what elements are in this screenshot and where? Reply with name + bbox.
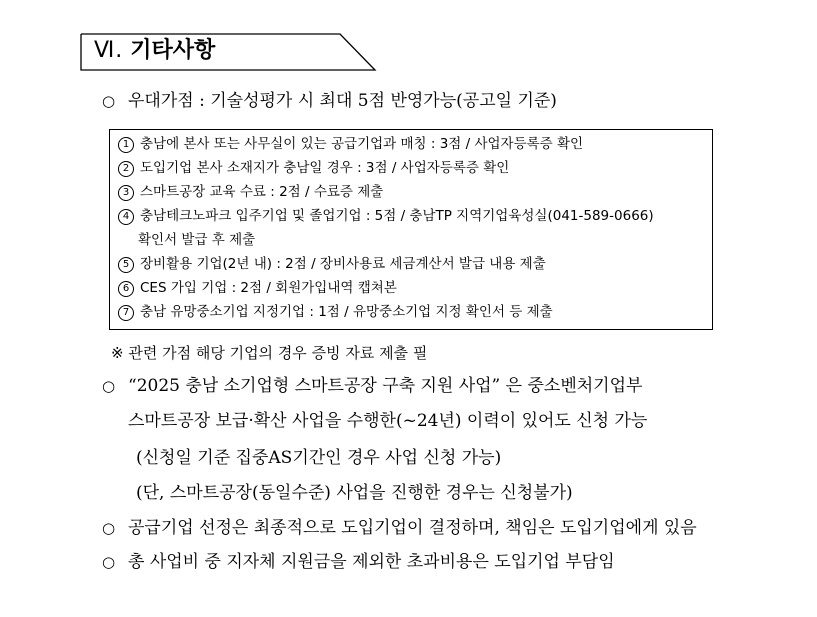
criteria-text: 충남에 본사 또는 사무실이 있는 공급기업과 매칭 : 3점 / 사업자등록증 확인 — [140, 136, 584, 152]
criteria-text: 스마트공장 교육 수료 : 2점 / 수료증 제출 — [140, 184, 384, 200]
bullet-text: 총 사업비 중 지자체 지원금을 제외한 초과비용은 도입기업 부담임 — [128, 552, 615, 572]
criteria-text: 도입기업 본사 소재지가 충남일 경우 : 3점 / 사업자등록증 확인 — [140, 160, 510, 176]
bullet-mark: ○ — [102, 553, 116, 571]
section-title — [94, 36, 215, 66]
circled-number: 1 — [118, 137, 134, 153]
criteria-text: 충남 유망중소기업 지정기업 : 1점 / 유망중소기업 지정 확인서 등 제출 — [140, 304, 553, 320]
circled-number: 5 — [118, 257, 134, 273]
bullet-mark: ○ — [102, 377, 116, 395]
section-numeral: Ⅵ. — [94, 38, 124, 63]
bullet-text-line: 스마트공장 보급·확산 사업을 수행한(~24년) 이력이 있어도 신청 가능 — [128, 411, 648, 431]
circled-number: 3 — [118, 185, 134, 201]
bonus-criteria-box — [109, 129, 713, 330]
bullet-text-line: (신청일 기준 집중AS기간인 경우 사업 신청 가능) — [136, 448, 502, 468]
bonus-points-line — [102, 89, 557, 113]
criteria-item — [118, 278, 397, 298]
bullet-text-line: (단, 스마트공장(동일수준) 사업을 진행한 경우는 신청불가) — [136, 483, 573, 503]
circled-number: 7 — [118, 305, 134, 321]
criteria-text: 장비활용 기업(2년 내) : 2점 / 장비사용료 세금계산서 발급 내용 제출 — [140, 256, 546, 272]
criteria-item — [118, 254, 546, 274]
circled-number: 4 — [118, 209, 134, 225]
criteria-item — [118, 182, 383, 202]
bullet-item — [102, 516, 697, 540]
bullet-item — [102, 550, 615, 574]
criteria-item — [118, 302, 553, 322]
bonus-points-text: 우대가점 : 기술성평가 시 최대 5점 반영가능(공고일 기준) — [128, 91, 557, 111]
criteria-item — [118, 134, 583, 154]
bullet-mark: ○ — [102, 92, 116, 110]
circled-number: 6 — [118, 281, 134, 297]
circled-number: 2 — [118, 161, 134, 177]
criteria-item — [118, 206, 654, 226]
criteria-text: 충남테크노파크 입주기업 및 졸업기업 : 5점 / 충남TP 지역기업육성실(041-589-0666) — [140, 208, 654, 224]
criteria-item — [118, 158, 509, 178]
bullet-mark: ○ — [102, 519, 116, 537]
bullet-text: 공급기업 선정은 최종적으로 도입기업이 결정하며, 책임은 도입기업에게 있음 — [128, 518, 697, 538]
bullet-text: “2025 충남 소기업형 스마트공장 구축 지원 사업” 은 중소벤처기업부 — [128, 376, 643, 396]
criteria-text: CES 가입 기업 : 2점 / 회원가입내역 캡쳐본 — [140, 280, 397, 296]
evidence-note: ※ 관련 가점 해당 기업의 경우 증빙 자료 제출 필 — [111, 344, 428, 362]
bullet-item — [102, 374, 642, 398]
criteria-continuation: 확인서 발급 후 제출 — [138, 232, 256, 248]
section-title-text: 기타사항 — [130, 38, 216, 63]
section-heading — [80, 33, 376, 71]
